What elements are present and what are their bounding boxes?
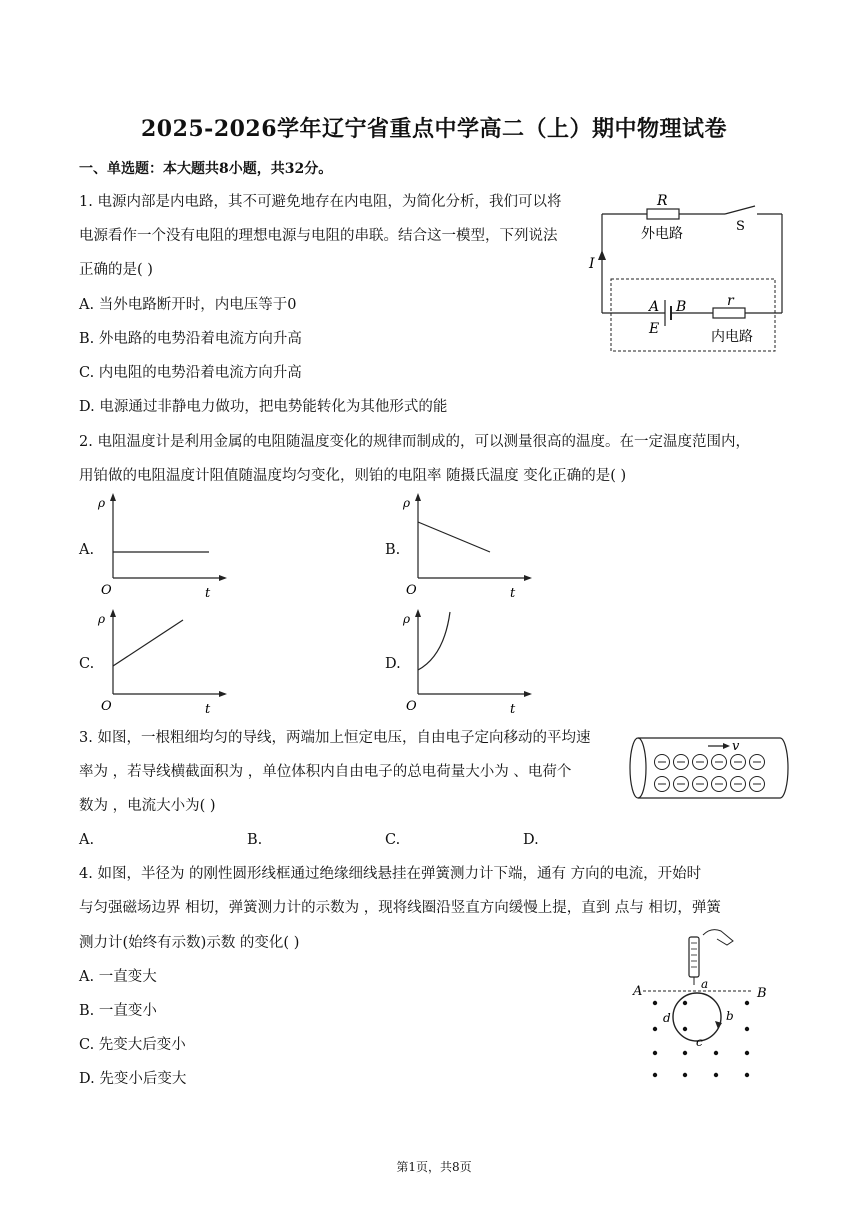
q3-option-a: A. xyxy=(79,832,95,848)
q3-wire-diagram xyxy=(622,730,792,804)
axis-t: t xyxy=(205,586,211,600)
label-d: d xyxy=(663,1011,671,1025)
q2-graph-b xyxy=(400,490,535,600)
field-dot-icon xyxy=(683,1073,687,1077)
axis-rho: ρ xyxy=(403,496,411,510)
q2-option-a: A. xyxy=(79,542,95,558)
q4-text-line-2: 与匀强磁场边界 相切，弹簧测力计的示数为 ，现将线圈沿竖直方向缓慢上提，直到 点与 相切，弹簧 xyxy=(79,900,721,916)
q1-option-b: B. 外电路的电势沿着电流方向升高 xyxy=(79,331,302,347)
q4-option-b: B. 一直变小 xyxy=(79,1003,157,1019)
q2-text-line-1: 2. 电阻温度计是利用金属的电阻随温度变化的规律而制成的，可以测量很高的温度。在一定温度范围内， xyxy=(79,434,750,450)
q3-option-c: C. xyxy=(385,832,401,848)
q4-text-line-3: 测力计(始终有示数)示数 的变化( ) xyxy=(79,935,300,951)
hand-icon xyxy=(703,930,733,945)
external-resistor-icon xyxy=(647,209,679,219)
field-dot-icon xyxy=(653,1001,657,1005)
switch-icon xyxy=(725,206,755,214)
label-a: a xyxy=(701,977,709,991)
q2-graph-d xyxy=(400,606,535,716)
label-B: B xyxy=(757,986,767,1001)
q1-option-c: C. 内电阻的电势沿着电流方向升高 xyxy=(79,365,302,381)
axis-rho: ρ xyxy=(403,612,411,626)
q1-option-d: D. 电源通过非静电力做功，把电势能转化为其他形式的能 xyxy=(79,399,448,415)
field-dot-icon xyxy=(653,1073,657,1077)
origin-label: O xyxy=(406,583,417,598)
q4-option-a: A. 一直变大 xyxy=(79,969,157,985)
origin-label: O xyxy=(406,699,417,714)
axis-t: t xyxy=(510,586,516,600)
label-r: r xyxy=(727,293,734,309)
label-b: b xyxy=(726,1009,734,1023)
q2-option-d: D. xyxy=(385,656,401,672)
q4-loop-diagram xyxy=(625,925,775,1085)
q1-circuit-diagram xyxy=(585,188,795,358)
label-A: A xyxy=(633,984,643,999)
q4-option-d: D. 先变小后变大 xyxy=(79,1071,187,1087)
label-I: I xyxy=(589,256,595,272)
q2-graph-c xyxy=(95,606,230,716)
label-S: S xyxy=(736,219,745,234)
field-dot-icon xyxy=(683,1001,687,1005)
q1-text-line-1: 1. 电源内部是内电路，其不可避免地存在内电阻，为简化分析，我们可以将 xyxy=(79,194,562,210)
q2-option-c: C. xyxy=(79,656,95,672)
label-B: B xyxy=(676,299,687,315)
q1-text-line-3: 正确的是( ) xyxy=(79,262,153,278)
q4-text-line-1: 4. 如图，半径为 的刚性圆形线框通过绝缘细线悬挂在弹簧测力计下端，通有 方向的电流，开始时 xyxy=(79,866,702,882)
field-dot-icon xyxy=(745,1051,749,1055)
q3-text-line-2: 率为 ，若导线横截面积为 ，单位体积内自由电子的总电荷量大小为 、电荷个 xyxy=(79,764,572,780)
field-dot-icon xyxy=(745,1027,749,1031)
label-internal-circuit: 内电路 xyxy=(711,329,753,345)
origin-label: O xyxy=(101,583,112,598)
q2-text-line-2: 用铂做的电阻温度计阻值随温度均匀变化，则铂的电阻率 随摄氏温度 变化正确的是( ) xyxy=(79,468,627,484)
internal-resistor-icon xyxy=(713,308,745,318)
q1-option-a: A. 当外电路断开时，内电压等于0 xyxy=(79,297,297,313)
field-dot-icon xyxy=(683,1027,687,1031)
page-title: 2025-2026学年辽宁省重点中学高二（上）期中物理试卷 xyxy=(140,116,728,142)
q2-graph-a xyxy=(95,490,230,600)
field-dot-icon xyxy=(653,1051,657,1055)
q3-text-line-3: 数为 ，电流大小为( ) xyxy=(79,798,216,814)
field-dot-icon xyxy=(653,1027,657,1031)
field-dot-icon xyxy=(683,1051,687,1055)
velocity-arrow-icon xyxy=(723,743,730,749)
label-E: E xyxy=(649,321,660,337)
current-arrow-icon xyxy=(598,250,606,260)
field-dot-icon xyxy=(714,1073,718,1077)
q3-option-d: D. xyxy=(523,832,539,848)
page-footer: 第1页，共8页 xyxy=(396,1160,472,1174)
q3-option-b: B. xyxy=(247,832,263,848)
field-dot-icon xyxy=(745,1073,749,1077)
axis-rho: ρ xyxy=(98,612,106,626)
q3-text-line-1: 3. 如图，一根粗细均匀的导线，两端加上恒定电压，自由电子定向移动的平均速 xyxy=(79,730,591,746)
section-heading: 一、单选题：本大题共8小题，共32分。 xyxy=(79,161,333,177)
origin-label: O xyxy=(101,699,112,714)
q2-option-b: B. xyxy=(385,542,401,558)
label-c: c xyxy=(696,1035,703,1049)
axis-t: t xyxy=(510,702,516,716)
axis-t: t xyxy=(205,702,211,716)
q1-text-line-2: 电源看作一个没有电阻的理想电源与电阻的串联。结合这一模型，下列说法 xyxy=(79,228,558,244)
q4-option-c: C. 先变大后变小 xyxy=(79,1037,186,1053)
label-v: v xyxy=(732,739,740,754)
axis-rho: ρ xyxy=(98,496,106,510)
field-dot-icon xyxy=(745,1001,749,1005)
label-A: A xyxy=(649,299,660,315)
label-external-circuit: 外电路 xyxy=(641,226,683,242)
field-dot-icon xyxy=(714,1051,718,1055)
label-R: R xyxy=(657,193,668,209)
